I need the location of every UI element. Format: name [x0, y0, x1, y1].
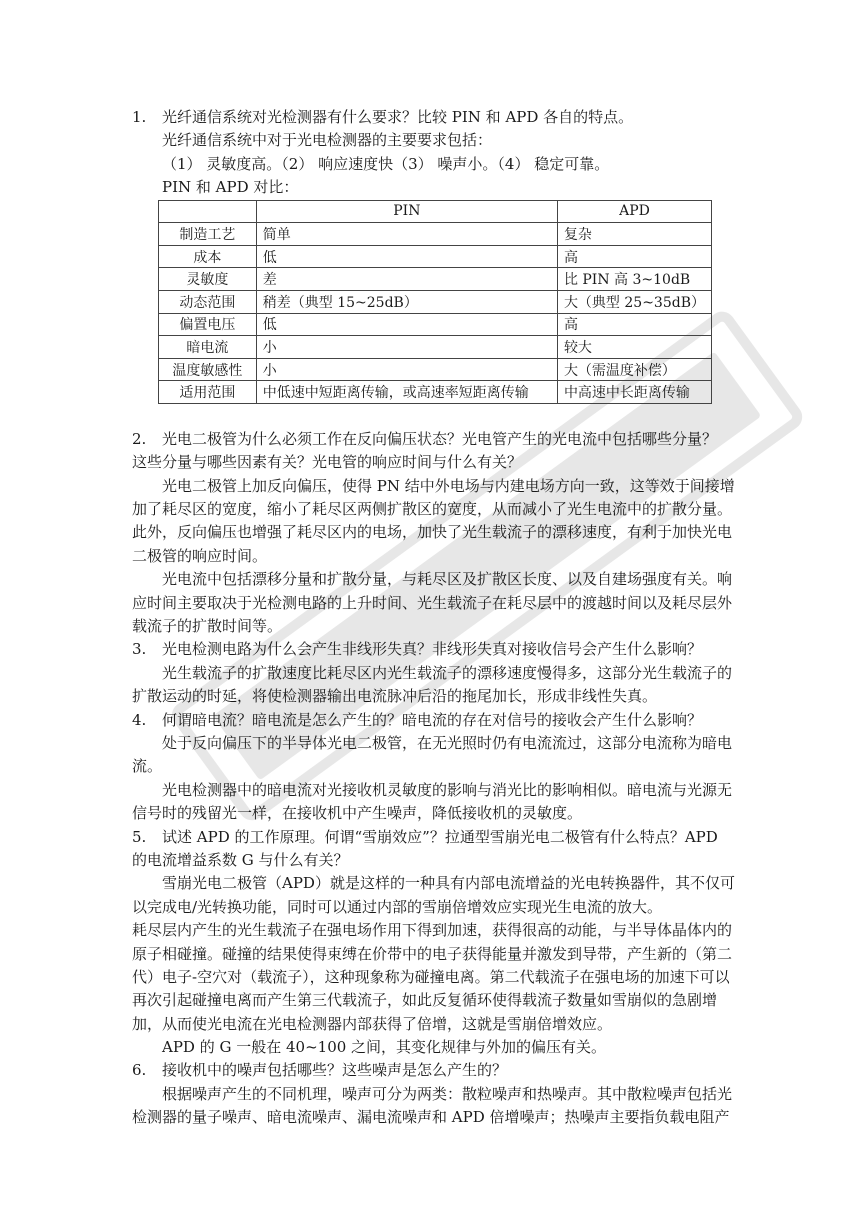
answer-paragraph: 根据噪声产生的不同机理，噪声可分为两类：散粒噪声和热噪声。其中散粒噪声包括光 [162, 1084, 733, 1103]
pin-cell: 中低速中短距离传输，或高速率短距离传输 [256, 381, 557, 404]
table-header-cell: PIN [256, 200, 557, 223]
question-4 [132, 709, 744, 732]
answer-paragraph: APD 的 G 一般在 40~100 之间，其变化规律与外加的偏压有关。 [162, 1038, 607, 1057]
table-row [159, 358, 712, 381]
apd-cell: 复杂 [557, 223, 711, 246]
table-row [159, 336, 712, 359]
row-label: 动态范围 [159, 290, 257, 313]
table-row [159, 290, 712, 313]
question-1 [132, 106, 744, 129]
table-caption: PIN 和 APD 对比： [162, 178, 299, 197]
answer-paragraph: 光电二极管上加反向偏压，使得 PN 结中外电场与内建电场方向一致，这等效于间接增 [162, 476, 735, 495]
answer-line: 此外，反向偏压也增强了耗尽区内的电场，加快了光生载流子的漂移速度，有利于加快光电 [132, 523, 733, 542]
question-6 [132, 1059, 744, 1082]
answer-line: 再次引起碰撞电离而产生第三代载流子，如此反复循环使得载流子数量如雪崩似的急剧增 [132, 991, 718, 1010]
apd-cell: 较大 [557, 336, 711, 359]
question-text-cont: 的电流增益系数 G 与什么有关？ [132, 850, 349, 869]
table-row [159, 223, 712, 246]
table-row [159, 245, 712, 268]
answer-line: 以完成电/光转换功能，同时可以通过内部的雪崩倍增效应实现光生电流的放大。 [132, 897, 663, 916]
answer-line: 载流子的扩散时间等。 [132, 617, 283, 636]
answer-line: 代）电子-空穴对（载流子），这种现象称为碰撞电离。第二代载流子在强电场的加速下可以 [132, 967, 730, 986]
row-label: 成本 [159, 245, 257, 268]
question-text: 试述 APD 的工作原理。何谓“雪崩效应”？拉通型雪崩光电二极管有什么特点？APD [162, 827, 718, 846]
row-label: 制造工艺 [159, 223, 257, 246]
row-label: 偏置电压 [159, 313, 257, 336]
question-number: 5. [132, 827, 147, 846]
pin-cell: 小 [256, 358, 557, 381]
pin-cell: 简单 [256, 223, 557, 246]
apd-cell: 中高速中长距离传输 [557, 381, 711, 404]
pin-cell: 差 [256, 268, 557, 291]
answer-paragraph: 处于反向偏压下的半导体光电二极管，在无光照时仍有电流流过，这部分电流称为暗电 [162, 733, 733, 752]
question-text: 何谓暗电流？暗电流是怎么产生的？暗电流的存在对信号的接收会产生什么影响？ [162, 710, 703, 729]
pin-apd-comparison-table [158, 200, 712, 404]
pin-cell: 低 [256, 313, 557, 336]
apd-cell: 大（需温度补偿） [557, 358, 711, 381]
answer-line: 原子相碰撞。碰撞的结果使得束缚在价带中的电子获得能量并激发到导带，产生新的（第二 [132, 944, 733, 963]
row-label: 温度敏感性 [159, 358, 257, 381]
answer-line: 信号时的残留光一样，在接收机中产生噪声，降低接收机的灵敏度。 [132, 804, 583, 823]
requirements-list: （1） 灵敏度高。（2） 响应速度快（3） 噪声小。（4） 稳定可靠。 [162, 154, 610, 173]
question-number: 6. [132, 1061, 147, 1080]
question-text: 接收机中的噪声包括哪些？这些噪声是怎么产生的？ [162, 1061, 508, 1080]
apd-cell: 比 PIN 高 3~10dB [557, 268, 711, 291]
pin-cell: 小 [256, 336, 557, 359]
answer-line: 扩散运动的时延，将使检测器输出电流脉冲后沿的拖尾加长，形成非线性失真。 [132, 687, 658, 706]
answer-line: 应时间主要取决于光检测电路的上升时间、光生载流子在耗尽层中的渡越时间以及耗尽层外 [132, 593, 733, 612]
table-header-cell [159, 200, 257, 223]
question-5 [132, 826, 744, 849]
row-label: 暗电流 [159, 336, 257, 359]
table-row [159, 268, 712, 291]
question-text-cont: 这些分量与哪些因素有关？光电管的响应时间与什么有关？ [132, 453, 523, 472]
answer-line: 检测器的量子噪声、暗电流噪声、漏电流噪声和 APD 倍增噪声；热噪声主要指负载电阻产 [132, 1108, 730, 1127]
answer-paragraph: 雪崩光电二极管（APD）就是这样的一种具有内部电流增益的光电转换器件，其不仅可 [162, 874, 735, 893]
table-row [159, 381, 712, 404]
apd-cell: 大（典型 25~35dB） [557, 290, 711, 313]
answer-paragraph: 光生载流子的扩散速度比耗尽区内光生载流子的漂移速度慢得多，这部分光生载流子的 [162, 663, 733, 682]
apd-cell: 高 [557, 313, 711, 336]
question-number: 2. [132, 429, 147, 448]
pin-cell: 低 [256, 245, 557, 268]
table-header-cell: APD [557, 200, 711, 223]
answer-line: 二极管的响应时间。 [132, 546, 268, 565]
question-text: 光电二极管为什么必须工作在反向偏压状态？光电管产生的光电流中包括哪些分量？ [162, 429, 718, 448]
answer-paragraph: 光电流中包括漂移分量和扩散分量，与耗尽区及扩散区长度、以及自建场强度有关。响 [162, 570, 733, 589]
question-text: 光纤通信系统对光检测器有什么要求？比较 PIN 和 APD 各自的特点。 [162, 108, 634, 126]
table-row [159, 313, 712, 336]
pin-cell: 稍差（典型 15~25dB） [256, 290, 557, 313]
answer-line: 加，从而使光电流在光电检测器内部获得了倍增，这就是雪崩倍增效应。 [132, 1014, 613, 1033]
answer-paragraph: 耗尽层内产生的光生载流子在强电场作用下得到加速，获得很高的动能，与半导体晶体内的 [132, 921, 733, 940]
question-2 [132, 428, 744, 451]
document-body [132, 106, 744, 1130]
question-number: 1. [132, 108, 147, 126]
answer-line: 流。 [132, 757, 163, 776]
answer-paragraph: 光电检测器中的暗电流对光接收机灵敏度的影响与消光比的影响相似。暗电流与光源无 [162, 780, 733, 799]
answer-paragraph: 光纤通信系统中对于光电检测器的主要要求包括： [162, 131, 493, 150]
row-label: 灵敏度 [159, 268, 257, 291]
apd-cell: 高 [557, 245, 711, 268]
question-text: 光电检测电路为什么会产生非线形失真？非线形失真对接收信号会产生什么影响？ [162, 640, 703, 659]
table-header-row [159, 200, 712, 223]
question-number: 3. [132, 640, 147, 659]
answer-line: 加了耗尽区的宽度，缩小了耗尽区两侧扩散区的宽度，从而减小了光生电流中的扩散分量。 [132, 500, 733, 519]
question-number: 4. [132, 710, 147, 729]
row-label: 适用范围 [159, 381, 257, 404]
question-3 [132, 638, 744, 661]
